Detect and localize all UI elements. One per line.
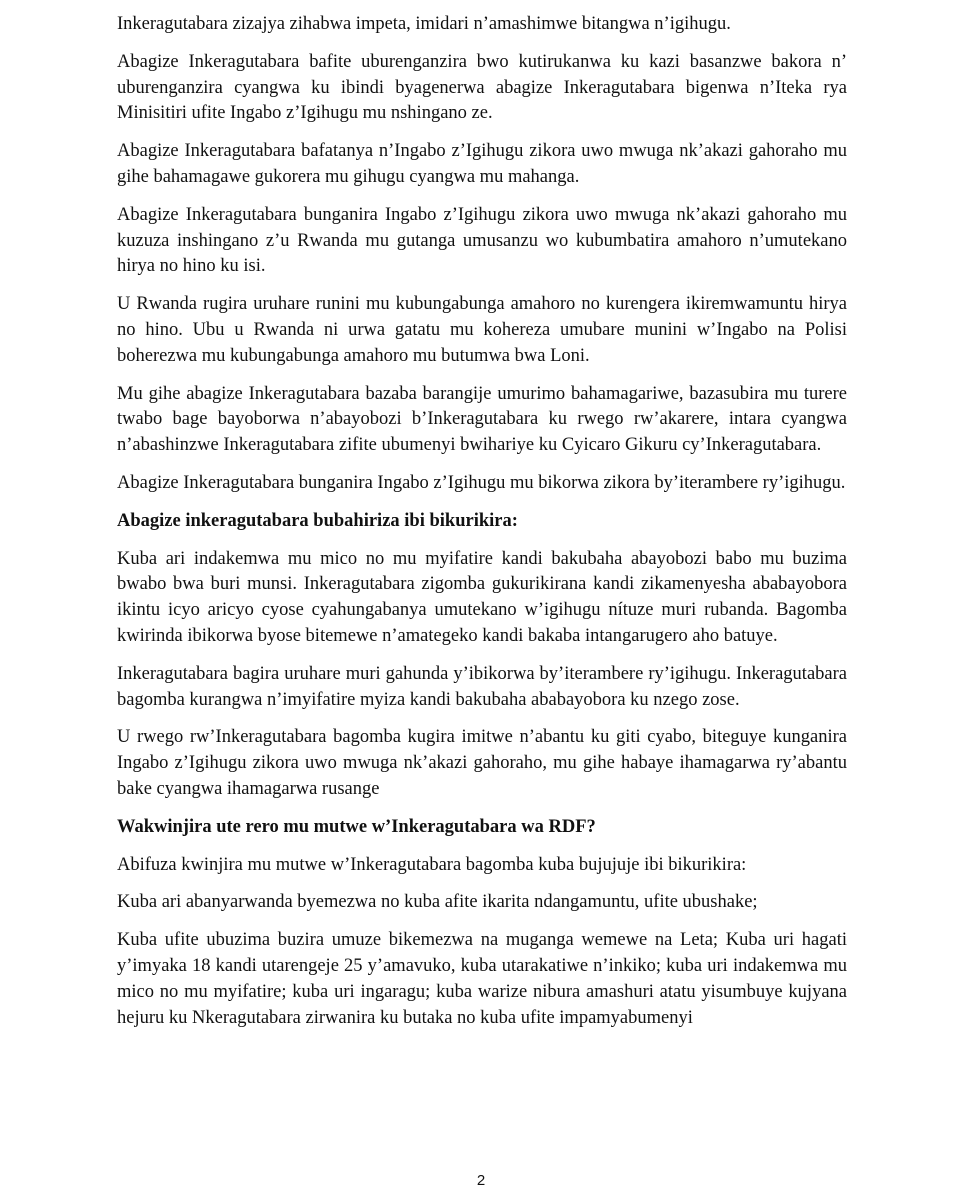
paragraph: U rwego rw’Inkeragutabara bagomba kugira imitwe n’abantu ku giti cyabo, biteguye kunganira Ingabo z’Igihugu zikora uwo mwuga nk’akazi gahoraho, mu gihe habaye ihamagarwa ry’abantu bake cyangwa ihamagarwa rusange: [117, 727, 847, 799]
section-heading: Abagize inkeragutabara bubahiriza ibi bikurikira:: [117, 510, 518, 531]
paragraph: Kuba ari abanyarwanda byemezwa no kuba afite ikarita ndangamuntu, ufite ubushake;: [117, 892, 758, 913]
paragraph: U Rwanda rugira uruhare runini mu kubungabunga amahoro no kurengera ikiremwamuntu hirya no hino. Ubu u Rwanda ni urwa gatatu mu kohereza umubare munini w’Ingabo na Polisi boherezwa mu kubungabunga amahoro mu butumwa bwa Loni.: [117, 294, 847, 366]
paragraph: Mu gihe abagize Inkeragutabara bazaba barangije umurimo bahamagariwe, bazasubira mu turere twabo bage bayoborwa n’abayobozi b’Inkeragutabara ku rwego rw’akarere, intara cyangwa n’abashinzwe Inkeragutabara zifite ubumenyi bwihariye ku Cyicaro Gikuru cy’Inkeragutabara.: [117, 383, 847, 456]
paragraph: Abifuza kwinjira mu mutwe w’Inkeragutabara bagomba kuba bujujuje ibi bikurikira:: [117, 854, 747, 875]
paragraph: Abagize Inkeragutabara bafite uburenganzira bwo kutirukanwa ku kazi basanzwe bakora n’ uburenganzira cyangwa ku ibindi byagenerwa abagize Inkeragutabara bigenwa n’Iteka rya Minisitiri ufite Ingabo z’Igihugu mu nshingano ze.: [117, 51, 847, 124]
document-body: [117, 12, 847, 1043]
paragraph: Abagize Inkeragutabara bafatanya n’Ingabo z’Igihugu zikora uwo mwuga nk’akazi gahoraho mu gihe bahamagawe gukorera mu gihugu cyangwa mu mahanga.: [117, 141, 847, 187]
paragraph: Kuba ari indakemwa mu mico no mu myifatire kandi bakubaha abayobozi babo mu buzima bwabo bwa buri munsi. Inkeragutabara zigomba gukurikirana kandi zikamenyesha ababayobora ikintu icyo aricyo cyose cyahungabanya umutekano w’igihugu nítuze muri rubanda. Bagomba kwirinda ibikorwa byose bitemewe n’amategeko kandi bakaba intangarugero aho batuye.: [117, 548, 847, 646]
paragraph: Abagize Inkeragutabara bunganira Ingabo z’Igihugu mu bikorwa zikora by’iterambere ry’igihugu.: [117, 472, 846, 493]
section-heading: Wakwinjira ute rero mu mutwe w’Inkeragutabara wa RDF?: [117, 816, 596, 837]
page-number: 2: [476, 1172, 486, 1189]
paragraph: Inkeragutabara zizajya zihabwa impeta, imidari n’amashimwe bitangwa n’igihugu.: [117, 14, 731, 34]
paragraph: Abagize Inkeragutabara bunganira Ingabo z’Igihugu zikora uwo mwuga nk’akazi gahoraho mu kuzuza inshingano z’u Rwanda mu gutanga umusanzu wo kubumbatira amahoro n’umutekano hirya no hino ku isi.: [117, 204, 847, 277]
paragraph: Inkeragutabara bagira uruhare muri gahunda y’ibikorwa by’iterambere ry’igihugu. Inkeragutabara bagomba kurangwa n’imyifatire myiza kandi bakubaha ababayobora ku nzego zose.: [117, 663, 847, 710]
paragraph: Kuba ufite ubuzima buzira umuze bikemezwa na muganga wemewe na Leta; Kuba uri hagati y’imyaka 18 kandi utarengeje 25 y’amavuko, kuba utarakatiwe n’inkiko; kuba uri indakemwa mu mico no mu myifatire; kuba uri ingaragu; kuba warize nibura amashuri atatu yisumbuye kujyana hejuru ku Nkeragutabara zirwanira ku butaka no kuba ufite impamyabumenyi: [117, 930, 847, 1028]
